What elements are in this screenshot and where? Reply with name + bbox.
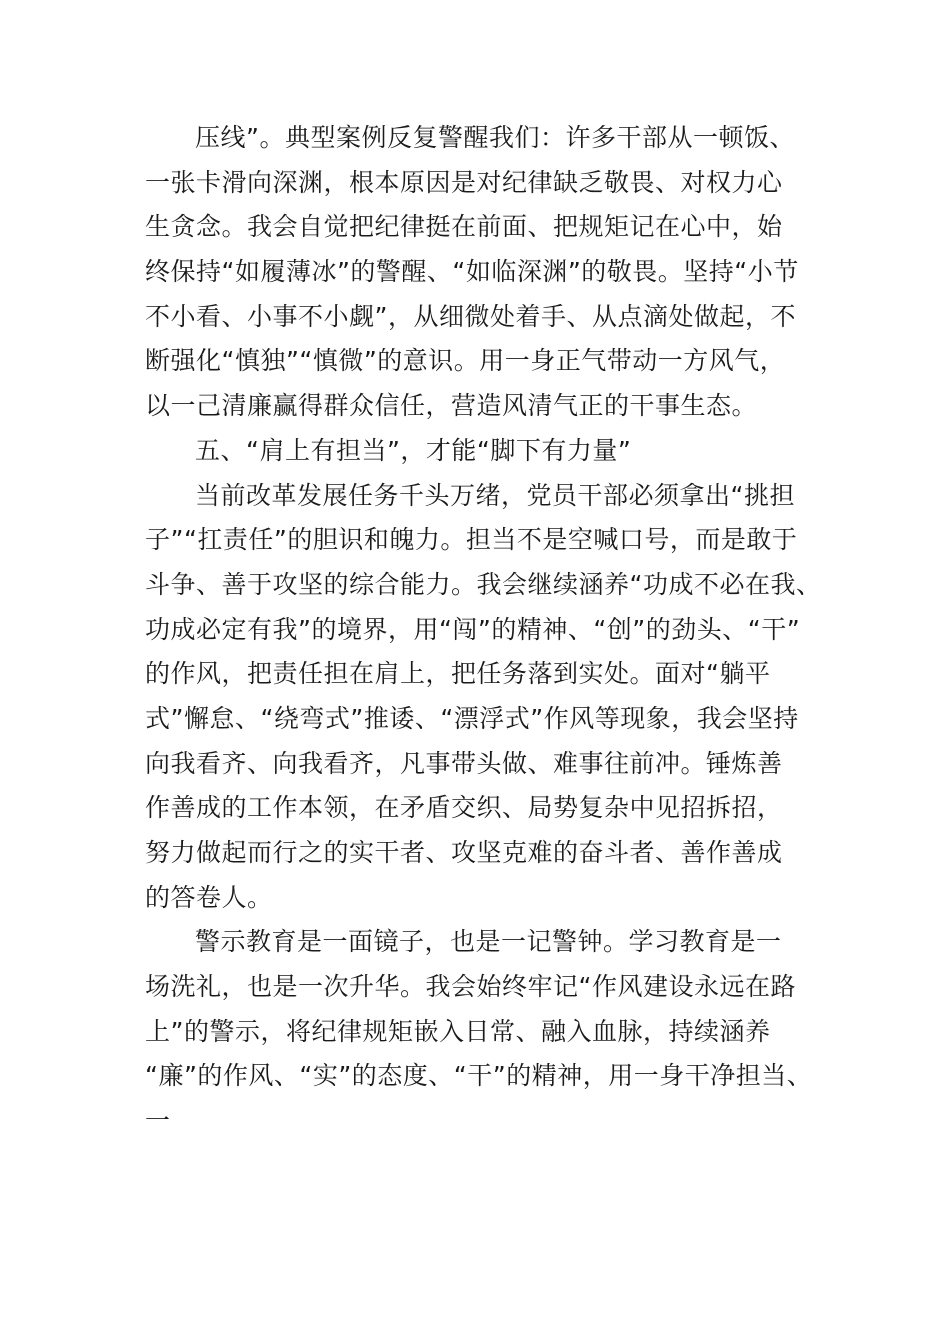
text-line: 生贪念。我会自觉把纪律挺在前面、把规矩记在心中，始 xyxy=(145,212,783,242)
text-line: 的作风，把责任担在肩上，把任务落到实处。面对“躺平 xyxy=(145,659,771,689)
text-line: 向我看齐、向我看齐，凡事带头做、难事往前冲。锤炼善 xyxy=(145,748,783,778)
document-body xyxy=(145,116,822,1144)
text-line: 斗争、善于攻坚的综合能力。我会继续涵养“功成不必在我、 xyxy=(145,569,822,599)
text-line: 作善成的工作本领，在矛盾交织、局势复杂中见招拆招， xyxy=(145,793,783,823)
text-line: 上”的警示，将纪律规矩嵌入日常、融入血脉，持续涵养 xyxy=(145,1016,771,1046)
text-line: 警示教育是一面镜子，也是一记警钟。学习教育是一 xyxy=(195,927,782,957)
text-line: 努力做起而行之的实干者、攻坚克难的奋斗者、善作善成 xyxy=(145,838,783,867)
text-line: 的答卷人。 xyxy=(145,882,273,912)
text-line: 断强化“慎独”“慎微”的意识。用一身正气带动一方风气， xyxy=(145,346,786,376)
text-line: 功成必定有我”的境界，用“闯”的精神、“创”的劲头、“干” xyxy=(145,614,801,644)
text-line: 当前改革发展任务千头万绪，党员干部必须拿出“挑担 xyxy=(195,480,795,510)
text-line: 子”“扛责任”的胆识和魄力。担当不是空喊口号，而是敢于 xyxy=(145,525,798,555)
section-heading: 五、“肩上有担当”，才能“脚下有力量” xyxy=(195,435,632,465)
text-line: 不小看、小事不小觑”，从细微处着手、从点滴处做起，不 xyxy=(145,301,796,331)
paragraph-responsibility xyxy=(145,474,822,921)
text-line: 场洗礼，也是一次升华。我会始终牢记“作风建设永远在路 xyxy=(145,972,796,1002)
text-line: 压线”。典型案例反复警醒我们：许多干部从一顿饭、 xyxy=(195,123,795,152)
text-line: “廉”的作风、“实”的态度、“干”的精神，用一身干净担当、 xyxy=(145,1061,813,1091)
text-line: 式”懈怠、“绕弯式”推诿、“漂浮式”作风等现象，我会坚持 xyxy=(145,703,799,733)
text-line: 一 xyxy=(145,1106,171,1136)
text-line: 终保持“如履薄冰”的警醒、“如临深渊”的敬畏。坚持“小节 xyxy=(145,257,799,287)
paragraph-discipline xyxy=(145,116,805,429)
paragraph-conclusion xyxy=(145,920,813,1143)
text-line: 一张卡滑向深渊，根本原因是对纪律缺乏敬畏、对权力心 xyxy=(145,167,783,197)
text-line: 以一己清廉赢得群众信任，营造风清气正的干事生态。 xyxy=(145,391,758,421)
